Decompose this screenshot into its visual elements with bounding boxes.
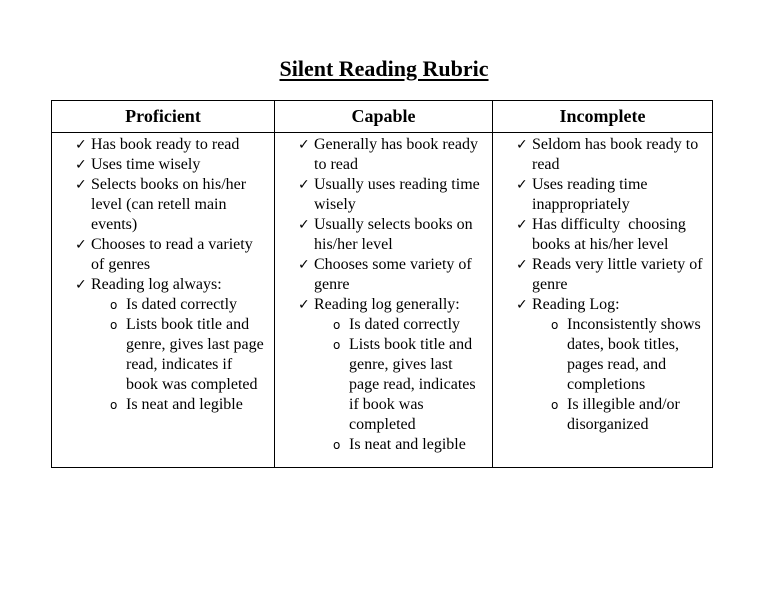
sub-list-item: o Is dated correctly bbox=[110, 296, 238, 313]
check-mark-icon: ✓ bbox=[298, 297, 310, 313]
list-item: ✓ Has difficulty choosing books at his/her level bbox=[516, 216, 690, 253]
check-mark-icon: ✓ bbox=[298, 257, 310, 273]
column-header-capable: Capable bbox=[275, 101, 493, 133]
hollow-circle-bullet-icon: o bbox=[333, 438, 341, 452]
list-item: ✓ Reading Log: o Inconsistently shows dates, book titles, pages read, and completions o Is illegible and/or disorganized bbox=[532, 295, 708, 435]
list-item: ✓ Uses reading time inappropriately bbox=[516, 176, 648, 213]
hollow-circle-bullet-icon: o bbox=[110, 318, 118, 332]
capable-list bbox=[275, 135, 492, 455]
check-mark-icon: ✓ bbox=[298, 137, 310, 153]
column-header-proficient: Proficient bbox=[52, 101, 275, 133]
sub-list-item: o Is neat and legible bbox=[333, 436, 466, 453]
check-mark-icon: ✓ bbox=[298, 217, 310, 233]
incomplete-cell bbox=[493, 133, 713, 468]
check-mark-icon: ✓ bbox=[75, 137, 87, 153]
list-item: ✓ Uses time wisely bbox=[75, 156, 201, 173]
check-mark-icon: ✓ bbox=[516, 177, 528, 193]
list-item: ✓ Seldom has book ready to read bbox=[516, 136, 699, 173]
criteria-row bbox=[52, 133, 713, 468]
sub-list-item: o Is dated correctly bbox=[333, 316, 461, 333]
hollow-circle-bullet-icon: o bbox=[110, 298, 118, 312]
hollow-circle-bullet-icon: o bbox=[551, 398, 559, 412]
check-mark-icon: ✓ bbox=[516, 297, 528, 313]
check-mark-icon: ✓ bbox=[75, 277, 87, 293]
proficient-list bbox=[52, 135, 274, 415]
header-row bbox=[52, 101, 713, 133]
sub-list-item: o Is illegible and/or disorganized bbox=[551, 396, 680, 433]
page-title: Silent Reading Rubric bbox=[279, 56, 489, 81]
check-mark-icon: ✓ bbox=[516, 217, 528, 233]
check-mark-icon: ✓ bbox=[75, 177, 87, 193]
incomplete-sublist bbox=[532, 315, 708, 435]
capable-cell bbox=[275, 133, 493, 468]
sub-list-item: o Inconsistently shows dates, book titles, pages read, and completions bbox=[551, 316, 701, 393]
list-item: ✓ Generally has book ready to read bbox=[298, 136, 478, 173]
list-item: ✓ Chooses to read a variety of genres bbox=[75, 236, 253, 273]
sub-list-item: o Lists book title and genre, gives last page read, indicates if book was completed bbox=[333, 336, 476, 433]
check-mark-icon: ✓ bbox=[298, 177, 310, 193]
proficient-cell bbox=[52, 133, 275, 468]
hollow-circle-bullet-icon: o bbox=[333, 318, 341, 332]
check-mark-icon: ✓ bbox=[75, 157, 87, 173]
list-item: ✓ Reading log generally: o Is dated correctly o Lists book title and genre, gives last page read, indicates if book was completed o Is neat and legible bbox=[314, 295, 488, 455]
proficient-sublist bbox=[91, 295, 270, 415]
hollow-circle-bullet-icon: o bbox=[110, 398, 118, 412]
check-mark-icon: ✓ bbox=[75, 237, 87, 253]
rubric-table bbox=[51, 100, 713, 468]
hollow-circle-bullet-icon: o bbox=[551, 318, 559, 332]
list-item: ✓ Reading log always: o Is dated correctly o Lists book title and genre, gives last page read, indicates if book was completed o Is neat and legible bbox=[91, 275, 270, 415]
sub-list-item: o Lists book title and genre, gives last page read, indicates if book was completed bbox=[110, 316, 264, 393]
sub-list-item: o Is neat and legible bbox=[110, 396, 243, 413]
capable-sublist bbox=[314, 315, 488, 455]
check-mark-icon: ✓ bbox=[516, 137, 528, 153]
list-item: ✓ Selects books on his/her level (can retell main events) bbox=[75, 176, 247, 233]
incomplete-list bbox=[493, 135, 712, 435]
list-item: ✓ Reads very little variety of genre bbox=[516, 256, 703, 293]
list-item: ✓ Chooses some variety of genre bbox=[298, 256, 472, 293]
list-item: ✓ Has book ready to read bbox=[75, 136, 240, 153]
list-item: ✓ Usually selects books on his/her level bbox=[298, 216, 473, 253]
hollow-circle-bullet-icon: o bbox=[333, 338, 341, 352]
check-mark-icon: ✓ bbox=[516, 257, 528, 273]
list-item: ✓ Usually uses reading time wisely bbox=[298, 176, 480, 213]
column-header-incomplete: Incomplete bbox=[493, 101, 713, 133]
